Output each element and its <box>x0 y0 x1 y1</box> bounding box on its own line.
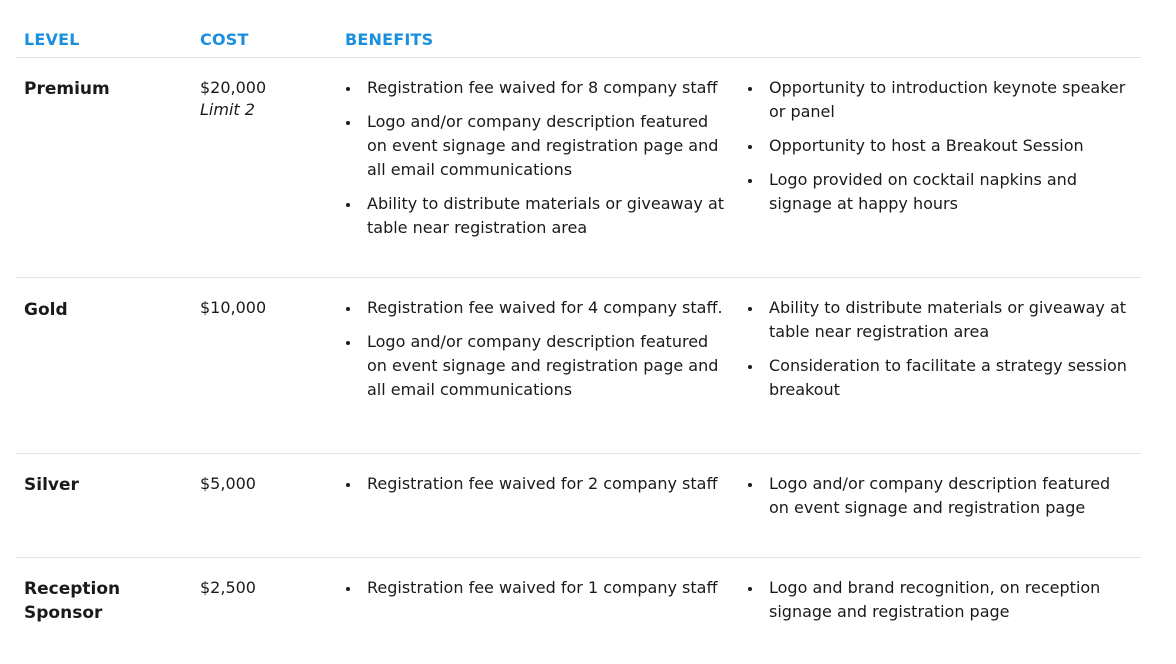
benefit-item: Logo and brand recognition, on reception signage and registration page <box>745 576 1135 624</box>
level-name: Gold <box>24 300 68 320</box>
cost-cell <box>200 473 256 495</box>
benefit-item: Registration fee waived for 2 company staff <box>343 472 728 496</box>
cost-value: $10,000 <box>200 298 267 317</box>
table-row-premium <box>16 58 1141 278</box>
benefit-item: Consideration to facilitate a strategy session breakout <box>745 354 1135 402</box>
benefit-item: Registration fee waived for 8 company staff <box>343 76 728 100</box>
benefits-list-primary <box>343 576 728 610</box>
benefit-item: Logo and/or company description featured on event signage and registration page <box>745 472 1135 520</box>
benefit-item: Ability to distribute materials or giveaway at table near registration area <box>745 296 1135 344</box>
table-row-gold <box>16 278 1141 454</box>
benefits-list-primary <box>343 296 728 412</box>
benefit-item: Opportunity to host a Breakout Session <box>745 134 1135 158</box>
benefit-item: Registration fee waived for 1 company staff <box>343 576 728 600</box>
level-name: Reception Sponsor <box>24 579 121 623</box>
cost-note: Limit 2 <box>200 100 255 119</box>
sponsorship-table <box>16 0 1141 658</box>
table-row-reception-sponsor <box>16 558 1141 658</box>
table-row-silver <box>16 454 1141 558</box>
table-header <box>16 0 1141 58</box>
benefits-list-primary <box>343 76 728 250</box>
benefit-item: Ability to distribute materials or giveaway at table near registration area <box>343 192 728 240</box>
benefit-item: Registration fee waived for 4 company staff. <box>343 296 728 320</box>
cost-cell <box>200 577 256 599</box>
cost-value: $20,000 <box>200 78 267 97</box>
benefit-item: Logo and/or company description featured on event signage and registration page and all email communications <box>343 330 728 402</box>
benefits-list-primary <box>343 472 728 506</box>
level-name: Silver <box>24 475 79 495</box>
cost-cell <box>200 77 266 121</box>
cost-value: $2,500 <box>200 578 256 597</box>
benefits-list-secondary <box>745 296 1135 412</box>
benefit-item: Opportunity to introduction keynote speaker or panel <box>745 76 1135 124</box>
benefits-list-secondary <box>745 76 1135 226</box>
benefits-list-secondary <box>745 472 1135 530</box>
benefit-item: Logo and/or company description featured on event signage and registration page and all email communications <box>343 110 728 182</box>
benefits-list-secondary <box>745 576 1135 634</box>
benefit-item: Logo provided on cocktail napkins and signage at happy hours <box>745 168 1135 216</box>
cost-value: $5,000 <box>200 474 256 493</box>
cost-cell <box>200 297 266 319</box>
header-benefits: BENEFITS <box>345 30 434 49</box>
level-name: Premium <box>24 79 110 99</box>
header-cost: COST <box>200 30 249 49</box>
header-level: LEVEL <box>24 30 80 49</box>
